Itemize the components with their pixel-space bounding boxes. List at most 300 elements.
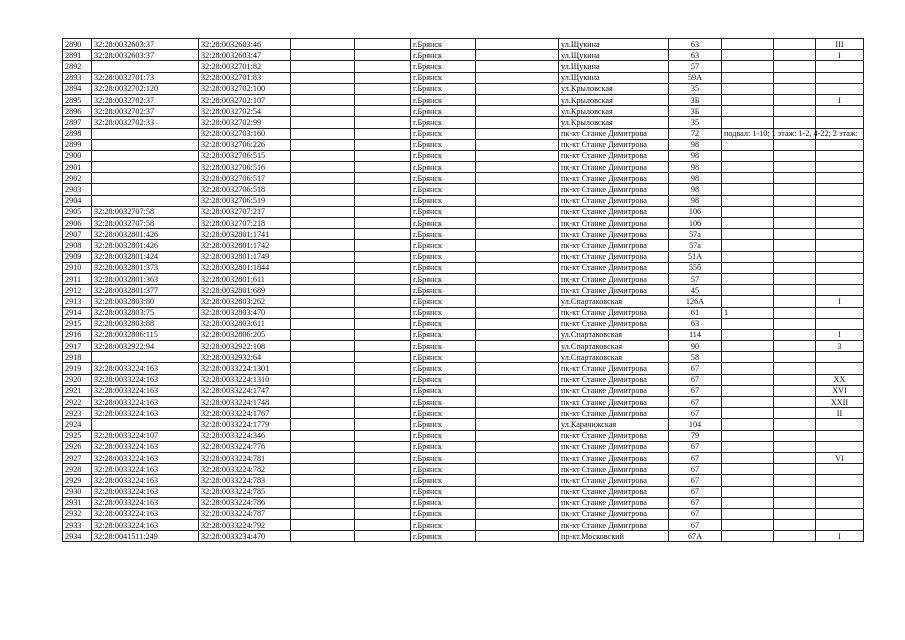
cell-house-number: 104 xyxy=(669,419,722,430)
cell-row-number: 2934 xyxy=(63,531,92,542)
cell-premises-note xyxy=(722,296,774,307)
cell-empty-col-5 xyxy=(355,385,411,396)
cell-premises-note xyxy=(722,173,774,184)
cell-empty-col-4 xyxy=(291,497,355,508)
cell-row-number: 2921 xyxy=(63,385,92,396)
cell-city: г.Брянск xyxy=(411,341,476,352)
table-row xyxy=(63,385,864,396)
cell-street: пк-кт Станке Димитрова xyxy=(559,408,669,419)
cell-cadastral-number-parcel: 32:28:0033224:107 xyxy=(92,430,199,441)
cell-house-number: 67 xyxy=(669,464,722,475)
cell-empty-col-5 xyxy=(355,397,411,408)
table-row xyxy=(63,374,864,385)
cell-cadastral-number-parcel: 32:28:0033224:163 xyxy=(92,441,199,452)
cell-cadastral-number-parcel: 32:28:0033224:163 xyxy=(92,520,199,531)
cell-premises-note xyxy=(722,285,774,296)
cell-city: г.Брянск xyxy=(411,352,476,363)
cell-street: ул.Крыловская xyxy=(559,106,669,117)
cell-empty-col-7 xyxy=(476,441,559,452)
cell-empty-col-7 xyxy=(476,139,559,150)
cell-empty-col-7 xyxy=(476,184,559,195)
cell-empty-col-11 xyxy=(774,150,816,161)
cell-empty-col-11 xyxy=(774,285,816,296)
cell-empty-col-11 xyxy=(774,162,816,173)
cell-empty-col-5 xyxy=(355,173,411,184)
cell-house-number: 114 xyxy=(669,329,722,340)
cell-empty-col-5 xyxy=(355,408,411,419)
cell-house-number: 58 xyxy=(669,352,722,363)
cell-empty-col-5 xyxy=(355,39,411,50)
cell-empty-col-5 xyxy=(355,184,411,195)
cell-city: г.Брянск xyxy=(411,441,476,452)
cell-city: г.Брянск xyxy=(411,150,476,161)
cell-cadastral-number-parcel: 32:28:0032801:426 xyxy=(92,229,199,240)
cell-empty-col-4 xyxy=(291,374,355,385)
cell-city: г.Брянск xyxy=(411,117,476,128)
cell-empty-col-4 xyxy=(291,385,355,396)
cell-cadastral-number-object: 32:28:0033224:783 xyxy=(199,475,291,486)
cell-row-number: 2925 xyxy=(63,430,92,441)
cell-empty-col-4 xyxy=(291,61,355,72)
cell-empty-col-11 xyxy=(774,408,816,419)
cell-row-number: 2903 xyxy=(63,184,92,195)
cell-empty-col-11 xyxy=(774,173,816,184)
cell-street: ул.Спартаковская xyxy=(559,352,669,363)
table-row xyxy=(63,486,864,497)
cell-cadastral-number-object: 32:28:0032932:64 xyxy=(199,352,291,363)
table-row xyxy=(63,240,864,251)
table-row xyxy=(63,72,864,83)
cell-city: г.Брянск xyxy=(411,262,476,273)
cell-empty-col-11 xyxy=(774,397,816,408)
cell-street: пк-кт Станке Димитрова xyxy=(559,397,669,408)
cell-premises-note xyxy=(722,50,774,61)
cell-empty-col-11 xyxy=(774,385,816,396)
cell-street: пк-кт Станке Димитрова xyxy=(559,508,669,519)
table-row xyxy=(63,430,864,441)
cell-street: пк-кт Станке Димитрова xyxy=(559,229,669,240)
cell-premises-note xyxy=(722,229,774,240)
cell-street: пк-кт Станке Димитрова xyxy=(559,430,669,441)
cell-premises-note xyxy=(722,408,774,419)
cell-roman-numeral xyxy=(816,318,864,329)
cell-cadastral-number-object: 32:28:0033224:782 xyxy=(199,464,291,475)
cell-roman-numeral xyxy=(816,195,864,206)
cell-street: пк-кт Станке Димитрова xyxy=(559,385,669,396)
cell-roman-numeral xyxy=(816,520,864,531)
cell-house-number: 59А xyxy=(669,72,722,83)
cell-street: пк-кт Станке Димитрова xyxy=(559,206,669,217)
cell-empty-col-5 xyxy=(355,72,411,83)
cell-premises-note xyxy=(722,419,774,430)
cell-empty-col-4 xyxy=(291,430,355,441)
cell-empty-col-7 xyxy=(476,296,559,307)
cell-cadastral-number-parcel xyxy=(92,150,199,161)
cell-empty-col-5 xyxy=(355,508,411,519)
cell-row-number: 2894 xyxy=(63,83,92,94)
cell-cadastral-number-parcel: 32:28:0041511:249 xyxy=(92,531,199,542)
cell-cadastral-number-object: 32:28:0033224:1767 xyxy=(199,408,291,419)
cell-empty-col-11 xyxy=(774,497,816,508)
cell-row-number: 2932 xyxy=(63,508,92,519)
cell-empty-col-5 xyxy=(355,273,411,284)
cell-empty-col-7 xyxy=(476,273,559,284)
cell-empty-col-4 xyxy=(291,408,355,419)
cell-house-number: 51А xyxy=(669,251,722,262)
cell-empty-col-5 xyxy=(355,106,411,117)
cell-premises-note xyxy=(722,430,774,441)
cell-empty-col-7 xyxy=(476,117,559,128)
cell-row-number: 2896 xyxy=(63,106,92,117)
cell-street: ул.Спартаковская xyxy=(559,296,669,307)
cell-empty-col-11 xyxy=(774,520,816,531)
cell-street: ул.Щукина xyxy=(559,61,669,72)
table-row xyxy=(63,419,864,430)
cell-cadastral-number-parcel: 32:28:0033224:163 xyxy=(92,464,199,475)
cell-cadastral-number-object: 32:28:0033224:1747 xyxy=(199,385,291,396)
cell-premises-note xyxy=(722,218,774,229)
cell-empty-col-7 xyxy=(476,94,559,105)
cell-empty-col-11 xyxy=(774,475,816,486)
cell-premises-note xyxy=(722,206,774,217)
cell-empty-col-5 xyxy=(355,162,411,173)
cell-empty-col-4 xyxy=(291,285,355,296)
cell-empty-col-5 xyxy=(355,251,411,262)
cell-city: г.Брянск xyxy=(411,397,476,408)
table-row xyxy=(63,162,864,173)
cell-premises-note xyxy=(722,452,774,463)
cell-premises-note xyxy=(722,363,774,374)
cell-street: пк-кт Станке Димитрова xyxy=(559,195,669,206)
cell-row-number: 2901 xyxy=(63,162,92,173)
cell-empty-col-7 xyxy=(476,352,559,363)
cell-street: пк-кт Станке Димитрова xyxy=(559,139,669,150)
cell-premises-note xyxy=(722,61,774,72)
cell-empty-col-11 xyxy=(774,117,816,128)
cell-cadastral-number-object: 32:28:0032706:517 xyxy=(199,173,291,184)
cell-empty-col-4 xyxy=(291,397,355,408)
cell-empty-col-5 xyxy=(355,83,411,94)
cell-cadastral-number-object: 32:28:0033224:346 xyxy=(199,430,291,441)
table-row xyxy=(63,229,864,240)
cell-premises-note xyxy=(722,262,774,273)
cell-street: пк-кт Станке Димитрова xyxy=(559,218,669,229)
table-row xyxy=(63,195,864,206)
cell-city: г.Брянск xyxy=(411,430,476,441)
cell-house-number: 67 xyxy=(669,363,722,374)
table-row xyxy=(63,520,864,531)
cell-premises-note xyxy=(722,352,774,363)
cell-empty-col-5 xyxy=(355,285,411,296)
table-row xyxy=(63,117,864,128)
cell-empty-col-4 xyxy=(291,218,355,229)
cell-empty-col-11 xyxy=(774,307,816,318)
cell-city: г.Брянск xyxy=(411,61,476,72)
register-rows xyxy=(63,39,864,542)
cell-roman-numeral xyxy=(816,229,864,240)
table-row xyxy=(63,475,864,486)
cell-row-number: 2892 xyxy=(63,61,92,72)
cell-empty-col-7 xyxy=(476,251,559,262)
cell-cadastral-number-object: 32:28:0033224:781 xyxy=(199,452,291,463)
cell-city: г.Брянск xyxy=(411,363,476,374)
cell-row-number: 2915 xyxy=(63,318,92,329)
cell-empty-col-5 xyxy=(355,520,411,531)
cell-empty-col-7 xyxy=(476,508,559,519)
cell-row-number: 2906 xyxy=(63,218,92,229)
cell-street: пк-кт Станке Димитрова xyxy=(559,486,669,497)
cell-cadastral-number-parcel xyxy=(92,352,199,363)
cell-city: г.Брянск xyxy=(411,531,476,542)
cell-empty-col-11 xyxy=(774,229,816,240)
table-row xyxy=(63,262,864,273)
cell-house-number: 98 xyxy=(669,139,722,150)
cell-roman-numeral: VI xyxy=(816,452,864,463)
cell-row-number: 2918 xyxy=(63,352,92,363)
cell-empty-col-11 xyxy=(774,374,816,385)
cell-empty-col-7 xyxy=(476,329,559,340)
cell-house-number: 57 xyxy=(669,61,722,72)
cell-cadastral-number-parcel: 32:28:0033224:163 xyxy=(92,497,199,508)
cell-empty-col-7 xyxy=(476,218,559,229)
cell-cadastral-number-object: 32:28:0032706:515 xyxy=(199,150,291,161)
cell-cadastral-number-parcel: 32:28:0032702:37 xyxy=(92,94,199,105)
cell-street: ул.Крыловская xyxy=(559,83,669,94)
cell-house-number: 106 xyxy=(669,206,722,217)
cell-street: пк-кт Станке Димитрова xyxy=(559,464,669,475)
cell-empty-col-4 xyxy=(291,363,355,374)
cell-row-number: 2912 xyxy=(63,285,92,296)
cell-roman-numeral xyxy=(816,251,864,262)
cell-cadastral-number-parcel xyxy=(92,128,199,139)
cell-street: пк-кт Станке Димитрова xyxy=(559,307,669,318)
cell-row-number: 2909 xyxy=(63,251,92,262)
cell-cadastral-number-object: 32:28:0032707:217 xyxy=(199,206,291,217)
cell-cadastral-number-object: 32:28:0032801:689 xyxy=(199,285,291,296)
cell-street: ул.Спартаковская xyxy=(559,341,669,352)
cell-city: г.Брянск xyxy=(411,273,476,284)
cell-empty-col-11 xyxy=(774,83,816,94)
cell-cadastral-number-object: 32:28:0032922:108 xyxy=(199,341,291,352)
cell-cadastral-number-object: 32:28:0032801:1741 xyxy=(199,229,291,240)
cell-street: пк-кт Станке Димитрова xyxy=(559,441,669,452)
cell-empty-col-7 xyxy=(476,72,559,83)
cell-empty-col-5 xyxy=(355,240,411,251)
cell-cadastral-number-parcel: 32:28:0032603:37 xyxy=(92,39,199,50)
cell-empty-col-11 xyxy=(774,251,816,262)
cell-city: г.Брянск xyxy=(411,218,476,229)
cell-empty-col-4 xyxy=(291,520,355,531)
cell-premises-note: подвал: 1-10; 1 этаж: 1-2, 4-22; 2 этаж: xyxy=(722,128,774,139)
cell-roman-numeral xyxy=(816,419,864,430)
cell-cadastral-number-object: 32:28:0033224:776 xyxy=(199,441,291,452)
cell-empty-col-5 xyxy=(355,430,411,441)
table-row xyxy=(63,273,864,284)
cell-cadastral-number-parcel xyxy=(92,173,199,184)
cell-premises-note xyxy=(722,39,774,50)
cell-house-number: 106 xyxy=(669,218,722,229)
cell-empty-col-5 xyxy=(355,531,411,542)
cell-empty-col-4 xyxy=(291,173,355,184)
table-row xyxy=(63,83,864,94)
cell-empty-col-11 xyxy=(774,296,816,307)
cell-premises-note xyxy=(722,139,774,150)
cell-empty-col-7 xyxy=(476,173,559,184)
cell-row-number: 2928 xyxy=(63,464,92,475)
cell-roman-numeral xyxy=(816,441,864,452)
cell-roman-numeral xyxy=(816,150,864,161)
cell-house-number: 67 xyxy=(669,374,722,385)
cell-cadastral-number-parcel: 32:28:0033224:163 xyxy=(92,374,199,385)
table-row xyxy=(63,39,864,50)
cell-street: ул.Крыловская xyxy=(559,94,669,105)
cell-empty-col-4 xyxy=(291,307,355,318)
cell-cadastral-number-parcel: 32:28:0032801:424 xyxy=(92,251,199,262)
cell-empty-col-5 xyxy=(355,50,411,61)
cell-row-number: 2917 xyxy=(63,341,92,352)
cell-street: ул.Щукина xyxy=(559,39,669,50)
cell-street: пк-кт Станке Димитрова xyxy=(559,475,669,486)
cell-empty-col-4 xyxy=(291,341,355,352)
cell-roman-numeral xyxy=(816,497,864,508)
cell-city: г.Брянск xyxy=(411,452,476,463)
cell-cadastral-number-parcel: 32:28:0032806:115 xyxy=(92,329,199,340)
cell-roman-numeral xyxy=(816,307,864,318)
cell-empty-col-5 xyxy=(355,61,411,72)
cell-street: пк-кт Станке Димитрова xyxy=(559,173,669,184)
cell-empty-col-7 xyxy=(476,83,559,94)
table-row xyxy=(63,150,864,161)
cell-row-number: 2897 xyxy=(63,117,92,128)
cell-premises-note xyxy=(722,318,774,329)
cell-cadastral-number-parcel: 32:28:0033224:163 xyxy=(92,397,199,408)
cell-empty-col-5 xyxy=(355,195,411,206)
cell-empty-col-7 xyxy=(476,128,559,139)
cell-empty-col-4 xyxy=(291,195,355,206)
cell-roman-numeral xyxy=(816,430,864,441)
cell-empty-col-7 xyxy=(476,497,559,508)
cell-roman-numeral xyxy=(816,363,864,374)
cell-empty-col-4 xyxy=(291,329,355,340)
cell-empty-col-4 xyxy=(291,240,355,251)
cell-roman-numeral: I xyxy=(816,531,864,542)
cell-cadastral-number-parcel xyxy=(92,184,199,195)
cell-cadastral-number-parcel: 32:28:0032801:373 xyxy=(92,262,199,273)
cell-street: пк-кт Станке Димитрова xyxy=(559,273,669,284)
cell-street: ул.Щукина xyxy=(559,50,669,61)
cell-cadastral-number-object: 32:28:0033224:787 xyxy=(199,508,291,519)
cell-cadastral-number-object: 32:28:0032706:518 xyxy=(199,184,291,195)
cell-city: г.Брянск xyxy=(411,307,476,318)
cell-cadastral-number-parcel: 32:28:0032702:120 xyxy=(92,83,199,94)
table-row xyxy=(63,397,864,408)
cell-street: пк-кт Станке Димитрова xyxy=(559,285,669,296)
cell-cadastral-number-parcel: 32:28:0032603:37 xyxy=(92,50,199,61)
cell-cadastral-number-parcel: 32:28:0032707:58 xyxy=(92,206,199,217)
cell-city: г.Брянск xyxy=(411,173,476,184)
table-row xyxy=(63,508,864,519)
cell-empty-col-11 xyxy=(774,184,816,195)
cell-roman-numeral: XVI xyxy=(816,385,864,396)
cell-empty-col-7 xyxy=(476,486,559,497)
cell-roman-numeral xyxy=(816,162,864,173)
cell-roman-numeral xyxy=(816,184,864,195)
cell-city: г.Брянск xyxy=(411,318,476,329)
cell-empty-col-7 xyxy=(476,408,559,419)
cell-empty-col-7 xyxy=(476,475,559,486)
cell-empty-col-7 xyxy=(476,195,559,206)
cell-city: г.Брянск xyxy=(411,497,476,508)
cell-house-number: 67 xyxy=(669,497,722,508)
cell-house-number: 98 xyxy=(669,173,722,184)
cell-empty-col-5 xyxy=(355,374,411,385)
cell-city: г.Брянск xyxy=(411,106,476,117)
cell-city: г.Брянск xyxy=(411,162,476,173)
table-row xyxy=(63,352,864,363)
cell-street: ул.Карачижская xyxy=(559,419,669,430)
cell-empty-col-7 xyxy=(476,39,559,50)
cell-house-number: 67 xyxy=(669,486,722,497)
cell-empty-col-11 xyxy=(774,39,816,50)
cell-street: пк-кт Станке Димитрова xyxy=(559,318,669,329)
cell-city: г.Брянск xyxy=(411,475,476,486)
cell-cadastral-number-object: 32:28:0032706:226 xyxy=(199,139,291,150)
cell-cadastral-number-object: 32:28:0032803:262 xyxy=(199,296,291,307)
cell-cadastral-number-object: 32:28:0033224:786 xyxy=(199,497,291,508)
cell-cadastral-number-object: 32:28:0032801:1742 xyxy=(199,240,291,251)
cell-empty-col-4 xyxy=(291,83,355,94)
table-row xyxy=(63,184,864,195)
cell-empty-col-7 xyxy=(476,285,559,296)
cell-empty-col-4 xyxy=(291,352,355,363)
cell-empty-col-4 xyxy=(291,94,355,105)
cell-house-number: 67 xyxy=(669,475,722,486)
cell-empty-col-5 xyxy=(355,318,411,329)
cell-empty-col-4 xyxy=(291,106,355,117)
cell-empty-col-11 xyxy=(774,352,816,363)
cell-street: пк-кт Станке Димитрова xyxy=(559,262,669,273)
cell-cadastral-number-parcel: 32:28:0032801:377 xyxy=(92,285,199,296)
cell-empty-col-4 xyxy=(291,251,355,262)
cell-empty-col-7 xyxy=(476,50,559,61)
cell-empty-col-5 xyxy=(355,218,411,229)
cell-house-number: 98 xyxy=(669,162,722,173)
cell-street: пк-кт Станке Димитрова xyxy=(559,363,669,374)
cell-cadastral-number-object: 32:28:0033224:792 xyxy=(199,520,291,531)
cell-roman-numeral: I xyxy=(816,94,864,105)
cell-roman-numeral xyxy=(816,72,864,83)
cell-city: г.Брянск xyxy=(411,139,476,150)
cell-empty-col-11 xyxy=(774,94,816,105)
table-row xyxy=(63,363,864,374)
cell-cadastral-number-parcel: 32:28:0032702:33 xyxy=(92,117,199,128)
table-row xyxy=(63,106,864,117)
cell-empty-col-4 xyxy=(291,139,355,150)
cell-house-number: 72 xyxy=(669,128,722,139)
cell-premises-note xyxy=(722,184,774,195)
cell-house-number: 67 xyxy=(669,452,722,463)
cell-empty-col-5 xyxy=(355,363,411,374)
cell-empty-col-7 xyxy=(476,374,559,385)
cell-empty-col-11 xyxy=(774,72,816,83)
cell-cadastral-number-object: 32:28:0032702:54 xyxy=(199,106,291,117)
cell-cadastral-number-object: 32:28:0032801:611 xyxy=(199,273,291,284)
cell-city: г.Брянск xyxy=(411,296,476,307)
cell-empty-col-5 xyxy=(355,150,411,161)
cell-empty-col-11 xyxy=(774,106,816,117)
cell-empty-col-5 xyxy=(355,452,411,463)
cell-empty-col-4 xyxy=(291,464,355,475)
